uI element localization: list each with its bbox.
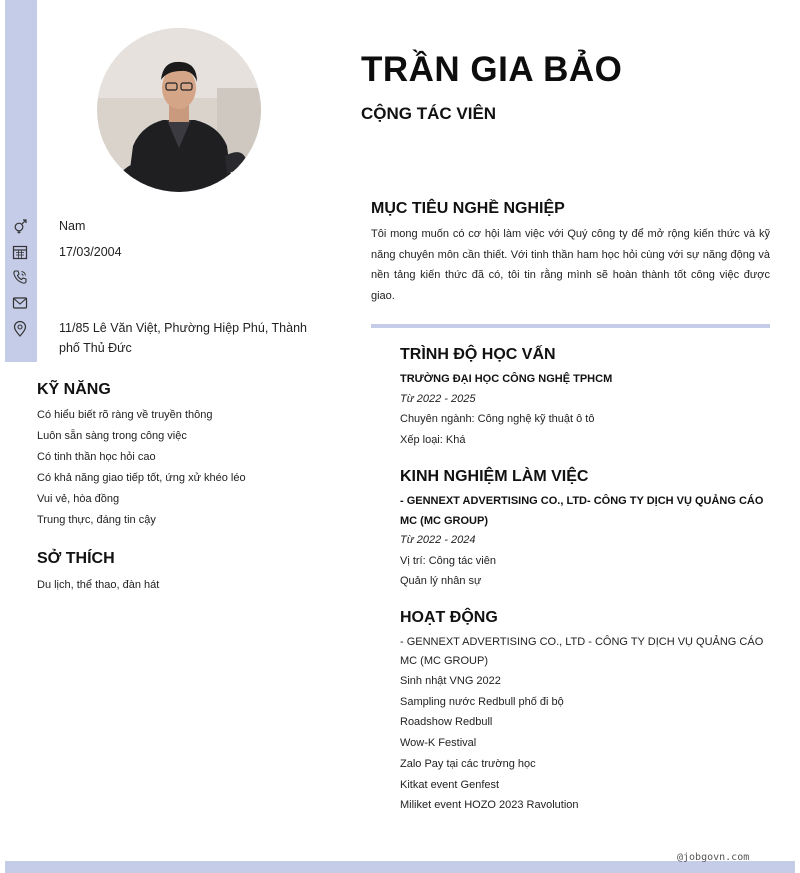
address-value: 11/85 Lê Văn Việt, Phường Hiệp Phú, Thành phố Thủ Đức [59, 321, 307, 355]
education-period: Từ 2022 - 2025 [400, 392, 476, 405]
site-watermark: @jobgovn.com [677, 852, 750, 863]
objective-text: Tôi mong muốn có cơ hội làm việc với Quý công ty để mở rộng kiến thức và kỹ năng chuyên môn cần thiết. Với tinh thần ham học hỏi cùng với sự năng động và nền tảng kiến thức đã có, tôi tin rằng mình sẽ hoàn thành tốt công việc được giao. [371, 228, 770, 303]
profile-photo [97, 28, 261, 192]
experience-entry [400, 492, 770, 592]
skill-item: Có tinh thần học hỏi cao [37, 451, 156, 463]
experience-title: KINH NGHIỆM LÀM VIỆC [400, 468, 589, 485]
calendar-icon [12, 244, 28, 260]
experience-position: Vị trí: Công tác viên [400, 554, 496, 567]
activity-item: Kitkat event Genfest [400, 778, 500, 791]
activity-item: Sampling nước Redbull phố đi bộ [400, 695, 564, 708]
skills-title: KỸ NĂNG [37, 381, 111, 398]
activity-item: Sinh nhật VNG 2022 [400, 675, 501, 687]
activities-org: - GENNEXT ADVERTISING CO., LTD - CÔNG TY DỊCH VỤ QUẢNG CÁO MC (MC GROUP) [400, 636, 764, 667]
activities-entry [400, 633, 770, 816]
company-name: - GENNEXT ADVERTISING CO., LTD- CÔNG TY DỊCH VỤ QUẢNG CÁO MC (MC GROUP) [400, 495, 764, 527]
activities-list [400, 671, 770, 816]
education-title: TRÌNH ĐỘ HỌC VẤN [400, 346, 556, 363]
activity-item: Miliket event HOZO 2023 Ravolution [400, 799, 579, 812]
hobbies-title: SỞ THÍCH [37, 550, 115, 567]
experience-period: Từ 2022 - 2024 [400, 534, 476, 546]
hobbies-text: Du lịch, thể thao, đàn hát [37, 579, 160, 591]
skill-item: Luôn sẵn sàng trong công việc [37, 430, 187, 442]
candidate-role: CỘNG TÁC VIÊN [361, 104, 497, 123]
skill-item: Có hiểu biết rõ ràng về truyền thông [37, 409, 213, 421]
section-divider [371, 324, 770, 328]
skill-item: Vui vẻ, hòa đồng [37, 493, 120, 505]
phone-icon [12, 269, 28, 285]
skills-list [37, 405, 246, 531]
objective-title: MỤC TIÊU NGHỀ NGHIỆP [371, 200, 565, 217]
activity-item: Wow-K Festival [400, 737, 477, 750]
activity-item: Roadshow Redbull [400, 716, 493, 729]
activities-title: HOẠT ĐỘNG [400, 609, 498, 626]
experience-duty: Quản lý nhân sự [400, 575, 482, 587]
skill-item: Trung thực, đáng tin cậy [37, 514, 156, 526]
activity-item: Zalo Pay tại các trường học [400, 757, 536, 770]
mail-icon [12, 295, 28, 311]
location-icon [12, 321, 28, 337]
candidate-name: TRẦN GIA BẢO [361, 50, 623, 89]
skill-item: Có khả năng giao tiếp tốt, ứng xử khéo léo [37, 472, 246, 484]
education-grade: Xếp loại: Khá [400, 433, 466, 446]
gender-icon [12, 218, 28, 234]
education-major: Chuyên ngành: Công nghệ kỹ thuật ô tô [400, 413, 595, 425]
school-name: TRƯỜNG ĐẠI HỌC CÔNG NGHỆ TPHCM [400, 373, 613, 385]
education-entry [400, 370, 770, 450]
birthdate-value: 17/03/2004 [59, 245, 122, 259]
gender-value: Nam [59, 219, 86, 233]
